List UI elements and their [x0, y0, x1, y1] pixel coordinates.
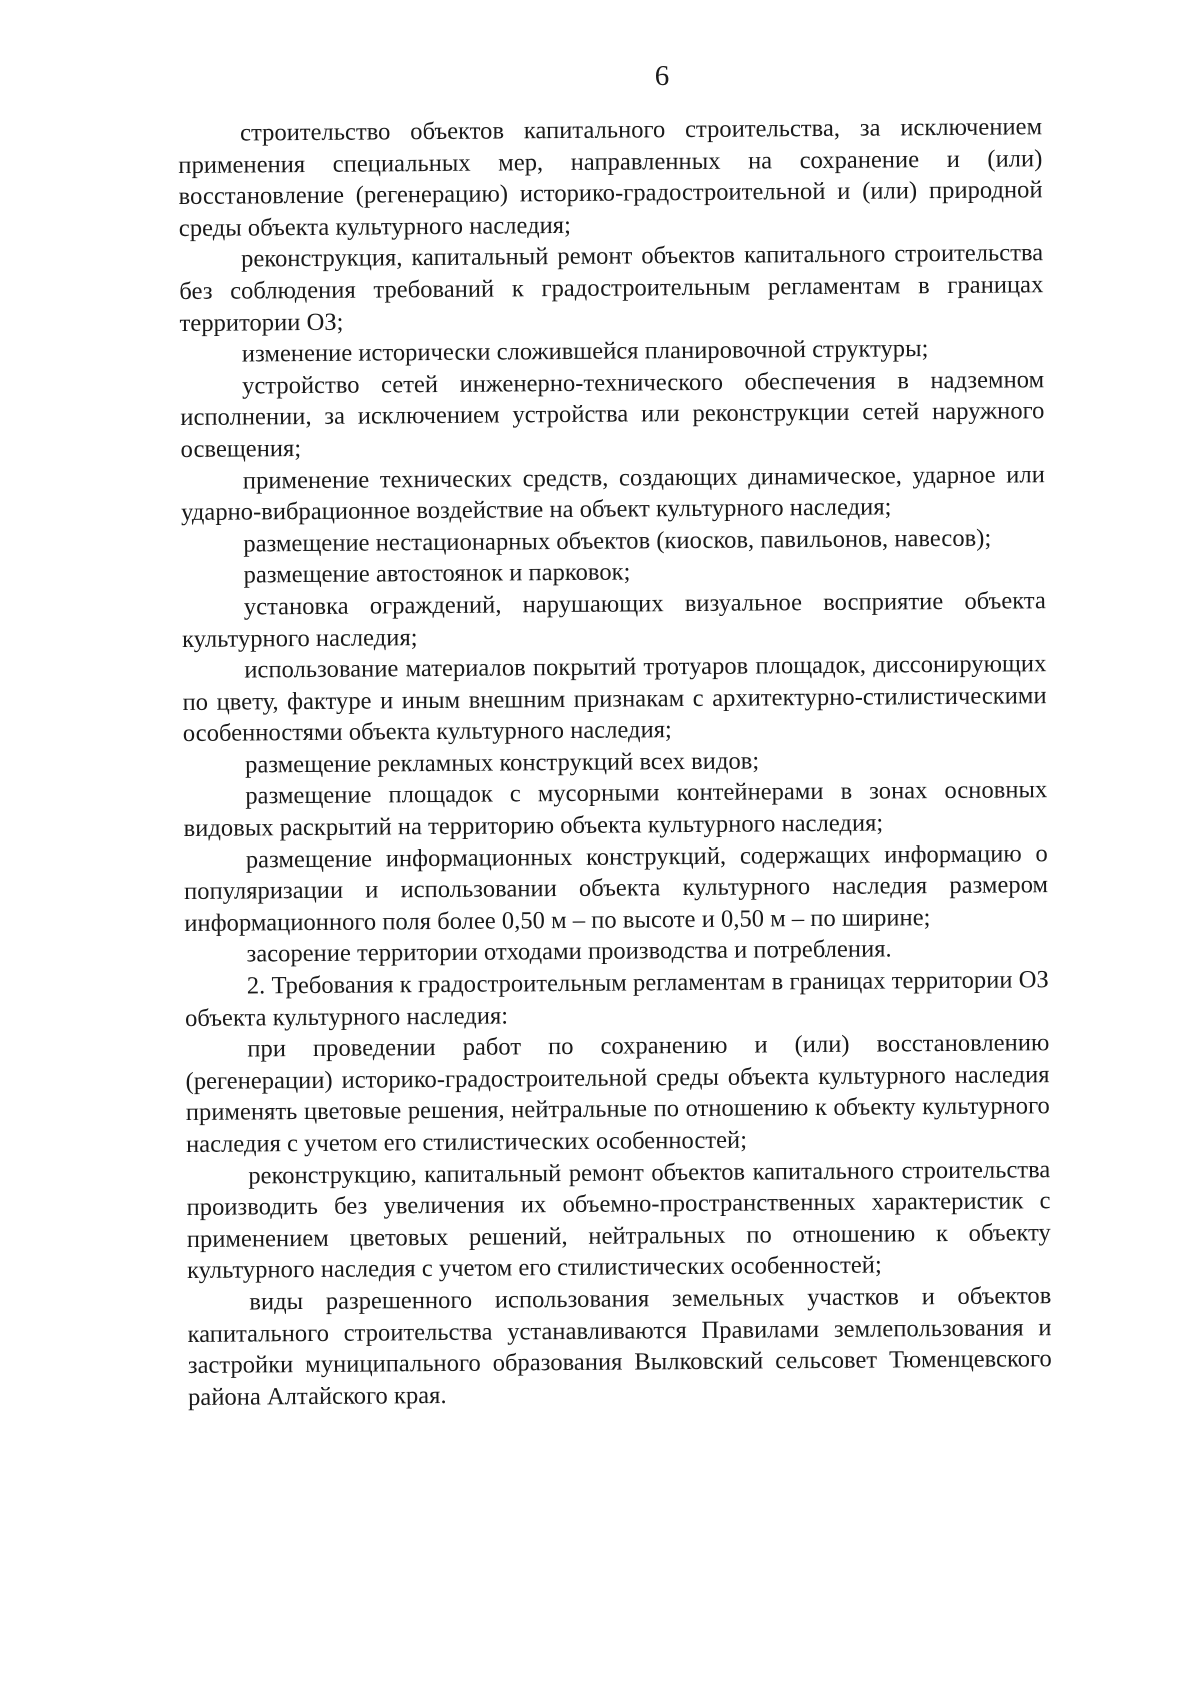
- paragraph: реконструкцию, капитальный ремонт объектов капитального строительства производить без увеличения их объемно-пространственных характеристик с применением цветовых решений, нейтральных по отношению к объекту культурного наследия с учетом его стилистических особенностей;: [186, 1155, 1051, 1285]
- paragraph: устройство сетей инженерно-технического обеспечения в надземном исполнении, за исключением устройства или реконструкции сетей наружного освещения;: [180, 365, 1045, 463]
- paragraph: засорение территории отходами производства и потребления.: [246, 935, 892, 968]
- paragraph: размещение автостоянок и парковок;: [243, 558, 631, 589]
- document-body: [178, 111, 1052, 1413]
- paragraph: изменение исторически сложившейся планировочной структуры;: [241, 335, 929, 368]
- paragraph: использование материалов покрытий тротуаров площадок, диссонирующих по цвету, фактуре и иным внешним признакам с архитектурно-стилистическими особенностями объекта культурного наследия;: [182, 650, 1047, 748]
- paragraph: реконструкция, капитальный ремонт объектов капитального строительства без соблюдения требований к градостроительным регламентам в границах территории ОЗ;: [179, 239, 1044, 337]
- paragraph: строительство объектов капитального строительства, за исключением применения специальных мер, направленных на сохранение и (или) восстановление (регенерацию) историко-градостроительной и (или) природной среды объекта культурного наследия;: [178, 113, 1043, 242]
- paragraph: размещение нестационарных объектов (киосков, павильонов, навесов);: [243, 524, 992, 558]
- paragraph: размещение площадок с мусорными контейнерами в зонах основных видовых раскрытий на территорию объекта культурного наследия;: [183, 776, 1048, 843]
- paragraph: установка ограждений, нарушающих визуальное восприятие объекта культурного наследия;: [181, 587, 1046, 653]
- page-number: 6: [654, 60, 670, 92]
- paragraph: при проведении работ по сохранению и (или) восстановлению (регенерации) историко-градостроительной среды объекта культурного наследия применять цветовые решения, нейтральные по отношению к объекту культурного наследия с учетом его стилистических особенностей;: [185, 1029, 1050, 1158]
- section-heading-paragraph: 2. Требования к градостроительным регламентам в границах территории ОЗ объекта культурного наследия:: [184, 966, 1049, 1032]
- paragraph: применение технических средств, создающих динамическое, ударное или ударно-вибрационное воздействие на объект культурного наследия;: [180, 460, 1045, 527]
- paragraph: размещение рекламных конструкций всех видов;: [244, 747, 760, 779]
- paragraph: виды разрешенного использования земельных участков и объектов капитального строительства устанавливаются Правилами землепользования и застройки муниципального образования Вылковский сельсовет Тюменцевского района Алтайского края.: [187, 1282, 1052, 1411]
- paragraph: размещение информационных конструкций, содержащих информацию о популяризации и использовании объекта культурного наследия размером информационного поля более 0,50 м – по высоте и 0,50 м – по ширине;: [183, 839, 1049, 937]
